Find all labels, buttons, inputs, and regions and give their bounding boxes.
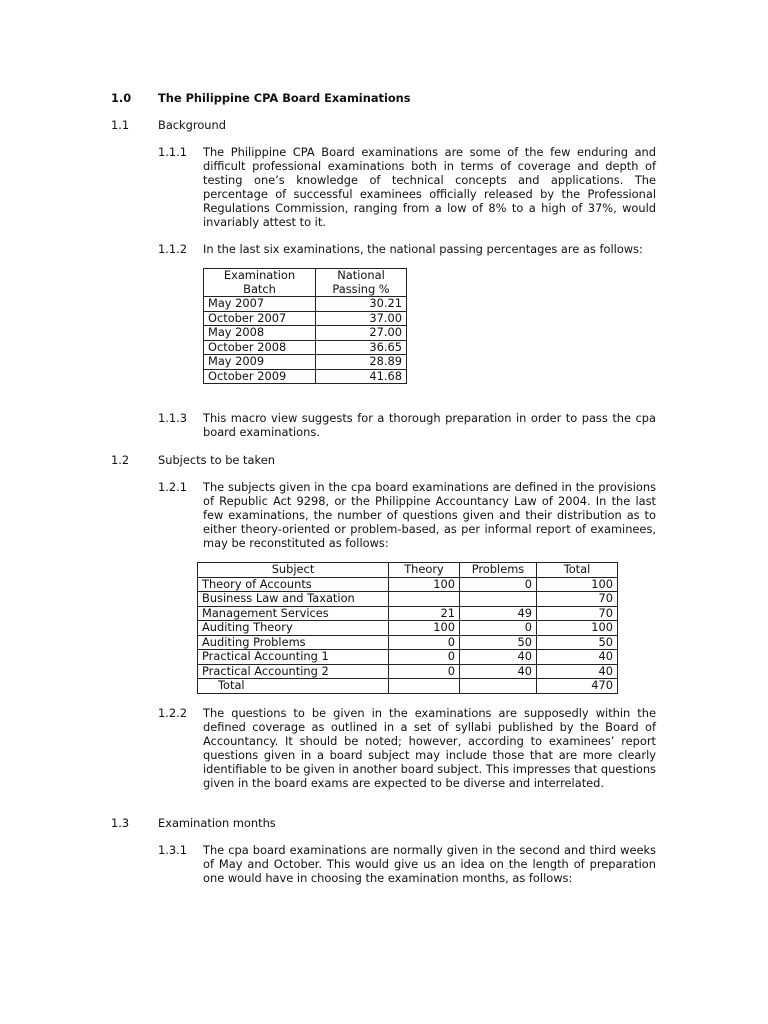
percent-cell: 30.21 [316, 297, 407, 312]
table-row [204, 326, 407, 341]
column-header: Theory [389, 563, 460, 578]
table-row [198, 592, 618, 607]
batch-cell: October 2007 [204, 311, 316, 326]
paragraph-text: The cpa board examinations are normally given in the second and third weeks of May and October. This would give us an idea on the length of preparation one would have in choosing the examination months, as follows: [203, 843, 656, 885]
problems-cell: 0 [460, 577, 537, 592]
total-cell: 40 [537, 664, 618, 679]
table-row [198, 650, 618, 665]
empty-cell [389, 679, 460, 694]
table-row [204, 369, 407, 384]
total-value: 470 [537, 679, 618, 694]
paragraph-number: 1.1.1 [158, 145, 187, 159]
table-row [198, 621, 618, 636]
theory-cell: 100 [389, 621, 460, 636]
problems-cell: 0 [460, 621, 537, 636]
paragraph-text: In the last six examinations, the national passing percentages are as follows: [203, 242, 643, 256]
paragraph-text: The questions to be given in the examinations are supposedly within the defined coverage as outlined in a set of syllabi published by the Board of Accountancy. It should be noted; however, according to examinees’ report questions given in a board subject may include those that are more clearly identifiable to be given in another board subject. This impresses that questions given in the board exams are expected to be diverse and interrelated. [203, 706, 656, 790]
subject-cell: Business Law and Taxation [198, 592, 389, 607]
problems-cell: 49 [460, 606, 537, 621]
empty-cell [460, 679, 537, 694]
problems-cell: 40 [460, 650, 537, 665]
total-cell: 100 [537, 577, 618, 592]
section-title: The Philippine CPA Board Examinations [158, 91, 411, 105]
subject-cell: Practical Accounting 2 [198, 664, 389, 679]
percent-cell: 37.00 [316, 311, 407, 326]
theory-cell: 100 [389, 577, 460, 592]
theory-cell: 21 [389, 606, 460, 621]
paragraph-number: 1.1.2 [158, 242, 187, 256]
table-row [204, 355, 407, 370]
paragraph-text: The subjects given in the cpa board examinations are defined in the provisions of Republic Act 9298, or the Philippine Accountancy Law of 2004. In the last few examinations, the number of questions given and their distribution as to either theory-oriented or problem-based, as per informal report of examinees, may be reconstituted as follows: [203, 480, 656, 550]
batch-cell: October 2009 [204, 369, 316, 384]
problems-cell [460, 592, 537, 607]
column-header: National Passing % [316, 269, 407, 297]
subject-cell: Auditing Problems [198, 635, 389, 650]
problems-cell: 40 [460, 664, 537, 679]
table-row [198, 664, 618, 679]
table-row [204, 297, 407, 312]
theory-cell: 0 [389, 650, 460, 665]
total-cell: 70 [537, 606, 618, 621]
theory-cell: 0 [389, 635, 460, 650]
paragraph-number: 1.2.2 [158, 706, 187, 720]
column-header: Examination Batch [204, 269, 316, 297]
percent-cell: 36.65 [316, 340, 407, 355]
batch-cell: May 2009 [204, 355, 316, 370]
column-header: Total [537, 563, 618, 578]
subject-cell: Practical Accounting 1 [198, 650, 389, 665]
paragraph-number: 1.1.3 [158, 411, 187, 425]
paragraph-number: 1.3.1 [158, 843, 187, 857]
total-cell: 100 [537, 621, 618, 636]
paragraph-text: The Philippine CPA Board examinations are some of the few enduring and difficult professional examinations both in terms of coverage and depth of testing one’s knowledge of technical concepts and applications. The percentage of successful examinees officially released by the Professional Regulations Commission, ranging from a low of 8% to a high of 37%, would invariably attest to it. [203, 145, 656, 229]
table-row [198, 635, 618, 650]
table-row [204, 311, 407, 326]
total-cell: 40 [537, 650, 618, 665]
total-label: Total [198, 679, 389, 694]
column-header: Subject [198, 563, 389, 578]
passing-percentage-table [203, 268, 407, 384]
subsection-title: Subjects to be taken [158, 453, 275, 467]
table-row [198, 606, 618, 621]
batch-cell: May 2008 [204, 326, 316, 341]
total-row [198, 679, 618, 694]
table-row [204, 340, 407, 355]
column-header: Problems [460, 563, 537, 578]
subject-cell: Management Services [198, 606, 389, 621]
subsection-title: Examination months [158, 816, 276, 830]
percent-cell: 41.68 [316, 369, 407, 384]
paragraph-text: This macro view suggests for a thorough preparation in order to pass the cpa board examinations. [203, 411, 656, 439]
section-number: 1.0 [111, 91, 132, 105]
total-cell: 50 [537, 635, 618, 650]
theory-cell [389, 592, 460, 607]
table-row [198, 577, 618, 592]
subsection-title: Background [158, 118, 226, 132]
subsection-number: 1.1 [111, 118, 130, 132]
batch-cell: May 2007 [204, 297, 316, 312]
subjects-table [197, 562, 618, 694]
theory-cell: 0 [389, 664, 460, 679]
subject-cell: Theory of Accounts [198, 577, 389, 592]
subsection-number: 1.3 [111, 816, 130, 830]
total-cell: 70 [537, 592, 618, 607]
subsection-number: 1.2 [111, 453, 130, 467]
percent-cell: 28.89 [316, 355, 407, 370]
batch-cell: October 2008 [204, 340, 316, 355]
paragraph-number: 1.2.1 [158, 480, 187, 494]
problems-cell: 50 [460, 635, 537, 650]
percent-cell: 27.00 [316, 326, 407, 341]
subject-cell: Auditing Theory [198, 621, 389, 636]
